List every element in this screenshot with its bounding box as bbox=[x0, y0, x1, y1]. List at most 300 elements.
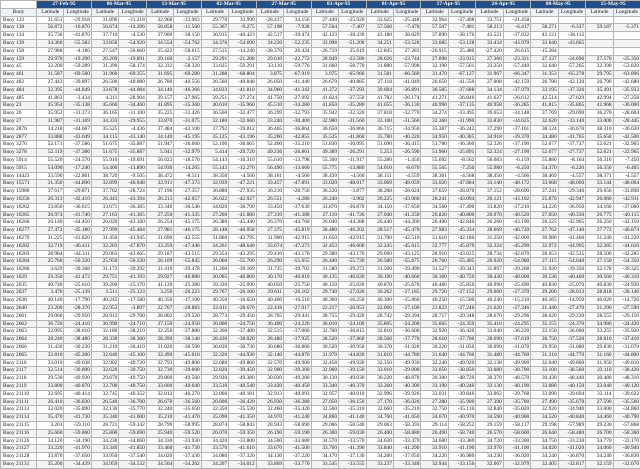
latitude-cell: -28.370 bbox=[256, 47, 283, 55]
latitude-cell: 32.972 bbox=[531, 242, 558, 250]
longitude-cell: -25.610 bbox=[64, 281, 91, 289]
buoy-label: Buoy 2664 bbox=[1, 336, 37, 344]
latitude-cell: 31.735 bbox=[256, 266, 283, 274]
buoy-label: Buoy 16277 bbox=[1, 227, 37, 235]
latitude-cell: 55.367 bbox=[201, 24, 228, 32]
longitude-cell: -36.360 bbox=[448, 141, 475, 149]
latitude-cell: 56.490 bbox=[256, 164, 283, 172]
longitude-cell: -22.965 bbox=[613, 149, 640, 157]
longitude-cell: -41.250 bbox=[393, 211, 420, 219]
longitude-cell: -42.180 bbox=[448, 234, 475, 242]
longitude-cell: -6.159 bbox=[503, 156, 530, 164]
longitude-cell: -51.200 bbox=[339, 39, 366, 47]
longitude-cell: -39.768 bbox=[503, 390, 530, 398]
longitude-cell: -16.650 bbox=[229, 297, 256, 305]
longitude-cell: -56.320 bbox=[64, 258, 91, 266]
longitude-cell: -40.270 bbox=[174, 390, 201, 398]
latitude-cell: 3.256 bbox=[146, 289, 173, 297]
longitude-cell: -36.220 bbox=[503, 328, 530, 336]
longitude-cell: -47.373 bbox=[174, 180, 201, 188]
latitude-cell: 30.980 bbox=[531, 234, 558, 242]
longitude-cell: -29.394 bbox=[393, 312, 420, 320]
longitude-cell: -35.138 bbox=[64, 102, 91, 110]
latitude-cell: 33.674 bbox=[256, 242, 283, 250]
buoy-label: Buoy 159 bbox=[1, 55, 37, 63]
table-row bbox=[1, 429, 640, 437]
latitude-cell: 29.795 bbox=[586, 71, 613, 79]
longitude-cell: -4.560 bbox=[339, 172, 366, 180]
table-row bbox=[1, 328, 640, 336]
latitude-cell: 34.160 bbox=[586, 203, 613, 211]
longitude-cell: -32.477 bbox=[229, 110, 256, 118]
table-row bbox=[1, 211, 640, 219]
latitude-cell: 41.750 bbox=[256, 94, 283, 102]
latitude-cell: 36.010 bbox=[311, 320, 338, 328]
table-row bbox=[1, 266, 640, 274]
longitude-cell: -40.385 bbox=[448, 133, 475, 141]
latitude-cell: 40.165 bbox=[531, 297, 558, 305]
longitude-cell: -40.220 bbox=[393, 133, 420, 141]
buoy-label: Buoy 15980 bbox=[1, 188, 37, 196]
table-row bbox=[1, 344, 640, 352]
latitude-cell: 34.220 bbox=[531, 203, 558, 211]
longitude-cell: -41.335 bbox=[174, 211, 201, 219]
longitude-cell: -35.770 bbox=[119, 406, 146, 414]
longitude-cell: -22.861 bbox=[64, 172, 91, 180]
longitude-cell: -55.405 bbox=[448, 258, 475, 266]
latitude-cell: 33.130 bbox=[476, 383, 503, 391]
table-row bbox=[1, 55, 640, 63]
latitude-cell: 30.480 bbox=[586, 375, 613, 383]
latitude-cell: 22.767 bbox=[146, 305, 173, 313]
table-row bbox=[1, 305, 640, 313]
longitude-cell: -16.250 bbox=[339, 297, 366, 305]
latitude-cell: 22.418 bbox=[256, 305, 283, 313]
longitude-cell: -41.726 bbox=[339, 211, 366, 219]
longitude-cell: -3.877 bbox=[339, 188, 366, 196]
longitude-cell: -27.190 bbox=[503, 149, 530, 157]
latitude-cell: 29.610 bbox=[256, 55, 283, 63]
latitude-cell: 5.253 bbox=[366, 149, 393, 157]
longitude-cell: -24.220 bbox=[284, 320, 311, 328]
longitude-cell: -25.350 bbox=[613, 55, 640, 63]
latitude-cell: 32.020 bbox=[37, 406, 64, 414]
longitude-cell: -4.560 bbox=[284, 172, 311, 180]
latitude-cell: 30.170 bbox=[256, 273, 283, 281]
longitude-cell: -41.193 bbox=[119, 273, 146, 281]
longitude-cell: -37.586 bbox=[64, 141, 91, 149]
longitude-cell: -49.750 bbox=[119, 375, 146, 383]
longitude-cell: -42.159 bbox=[503, 78, 530, 86]
latitude-cell: 31.225 bbox=[37, 234, 64, 242]
longitude-cell: -24.295 bbox=[503, 320, 530, 328]
longitude-cell: -40.810 bbox=[284, 273, 311, 281]
latitude-cell: 33.570 bbox=[201, 445, 228, 453]
latitude-cell: 28.330 bbox=[91, 336, 118, 344]
latitude-cell: 56.683 bbox=[476, 156, 503, 164]
latitude-cell: 32.680 bbox=[201, 359, 228, 367]
latitude-cell: 28.500 bbox=[586, 250, 613, 258]
longitude-header: Longitude bbox=[119, 8, 146, 16]
latitude-cell: 32.667 bbox=[476, 461, 503, 469]
latitude-cell: 40.350 bbox=[201, 297, 228, 305]
longitude-cell: -7.401 bbox=[448, 24, 475, 32]
longitude-cell: 26.424 bbox=[284, 47, 311, 55]
longitude-cell: -40.240 bbox=[448, 383, 475, 391]
longitude-cell: -63.896 bbox=[613, 71, 640, 79]
latitude-cell: 28.717 bbox=[421, 312, 448, 320]
longitude-cell: -40.860 bbox=[229, 273, 256, 281]
longitude-cell: -49.560 bbox=[174, 375, 201, 383]
longitude-cell: -36.000 bbox=[613, 102, 640, 110]
latitude-cell: 32.640 bbox=[531, 63, 558, 71]
latitude-cell: 28.620 bbox=[531, 312, 558, 320]
latitude-cell: 32.178 bbox=[586, 266, 613, 274]
latitude-cell: 32.996 bbox=[366, 390, 393, 398]
latitude-cell: 32.866 bbox=[201, 390, 228, 398]
latitude-cell: 29.600 bbox=[476, 289, 503, 297]
latitude-cell: 28.984 bbox=[37, 250, 64, 258]
latitude-cell: 29.198 bbox=[531, 422, 558, 430]
longitude-cell: -3.897 bbox=[119, 305, 146, 313]
latitude-cell: 37.659 bbox=[421, 188, 448, 196]
latitude-cell: 54.400 bbox=[91, 164, 118, 172]
table-row bbox=[1, 94, 640, 102]
longitude-cell: -39.478 bbox=[174, 266, 201, 274]
longitude-cell: -17.790 bbox=[64, 297, 91, 305]
latitude-cell: 27.570 bbox=[586, 55, 613, 63]
buoy-label: Buoy 14423 bbox=[1, 172, 37, 180]
latitude-cell: 34.959 bbox=[91, 461, 118, 469]
longitude-cell: -33.800 bbox=[229, 437, 256, 445]
table-row bbox=[1, 16, 640, 24]
latitude-cell: 36.210 bbox=[256, 188, 283, 196]
longitude-cell: -48.570 bbox=[503, 375, 530, 383]
longitude-cell: -42.840 bbox=[448, 219, 475, 227]
longitude-cell: -43.170 bbox=[284, 250, 311, 258]
longitude-cell: -29.700 bbox=[119, 312, 146, 320]
latitude-cell: 35.225 bbox=[146, 110, 173, 118]
latitude-cell: 37.196 bbox=[146, 188, 173, 196]
latitude-header: Latitude bbox=[146, 8, 173, 16]
latitude-cell: 40.140 bbox=[37, 297, 64, 305]
longitude-cell: -26.291 bbox=[339, 149, 366, 157]
longitude-cell: -43.394 bbox=[119, 195, 146, 203]
longitude-cell: -42.510 bbox=[393, 234, 420, 242]
latitude-cell: 32.777 bbox=[421, 242, 448, 250]
table-row bbox=[1, 219, 640, 227]
latitude-cell: 29.066 bbox=[37, 312, 64, 320]
latitude-cell: 26.930 bbox=[256, 398, 283, 406]
longitude-cell: -41.342 bbox=[284, 86, 311, 94]
table-row bbox=[1, 110, 640, 118]
buoy-label: Buoy 16266 bbox=[1, 219, 37, 227]
longitude-cell: -26.160 bbox=[229, 289, 256, 297]
longitude-cell: -35.865 bbox=[558, 102, 585, 110]
latitude-cell: 27.008 bbox=[476, 78, 503, 86]
longitude-cell: -39.926 bbox=[393, 390, 420, 398]
longitude-cell: -33.300 bbox=[503, 437, 530, 445]
longitude-cell: -24.696 bbox=[558, 55, 585, 63]
latitude-cell: -12.845 bbox=[366, 47, 393, 55]
latitude-cell: 29.770 bbox=[201, 16, 228, 24]
latitude-cell: 26.060 bbox=[201, 258, 228, 266]
latitude-cell: 37.716 bbox=[91, 32, 118, 40]
longitude-cell: -44.760 bbox=[284, 219, 311, 227]
latitude-cell: 26.974 bbox=[37, 211, 64, 219]
latitude-cell: 26.780 bbox=[146, 78, 173, 86]
longitude-cell: -43.160 bbox=[119, 219, 146, 227]
latitude-cell: 34.240 bbox=[531, 453, 558, 461]
longitude-cell: -42.680 bbox=[613, 78, 640, 86]
longitude-cell: 25.480 bbox=[448, 47, 475, 55]
longitude-cell: -39.750 bbox=[119, 367, 146, 375]
latitude-cell: 31.250 bbox=[476, 234, 503, 242]
table-row bbox=[1, 320, 640, 328]
longitude-cell: -29.955 bbox=[119, 117, 146, 125]
longitude-cell: -9.275 bbox=[229, 24, 256, 32]
latitude-cell: 34.970 bbox=[256, 414, 283, 422]
longitude-cell: -27.026 bbox=[339, 289, 366, 297]
longitude-cell: -2.157 bbox=[174, 55, 201, 63]
latitude-cell: 38.161 bbox=[256, 172, 283, 180]
longitude-cell: -45.100 bbox=[119, 351, 146, 359]
latitude-cell: 35.387 bbox=[421, 125, 448, 133]
longitude-cell: -30.410 bbox=[119, 344, 146, 352]
latitude-cell: 33.040 bbox=[476, 328, 503, 336]
latitude-cell: 55.143 bbox=[201, 164, 228, 172]
latitude-cell: 32.902 bbox=[91, 359, 118, 367]
longitude-cell: -45.440 bbox=[229, 219, 256, 227]
latitude-cell bbox=[531, 16, 558, 24]
latitude-cell: 36.165 bbox=[91, 110, 118, 118]
longitude-cell: -13.890 bbox=[119, 164, 146, 172]
longitude-cell: -39.268 bbox=[503, 266, 530, 274]
latitude-cell: 49.236 bbox=[256, 149, 283, 157]
latitude-cell: 34.130 bbox=[256, 453, 283, 461]
latitude-cell: 32.514 bbox=[37, 367, 64, 375]
longitude-cell: -36.150 bbox=[339, 398, 366, 406]
longitude-cell: -65.278 bbox=[558, 71, 585, 79]
latitude-cell: 38.720 bbox=[91, 172, 118, 180]
latitude-cell: 41.968 bbox=[586, 102, 613, 110]
latitude-cell: 26.540 bbox=[91, 398, 118, 406]
longitude-header: Longitude bbox=[339, 8, 366, 16]
latitude-cell: 32.730 bbox=[146, 367, 173, 375]
longitude-cell: -29.441 bbox=[284, 312, 311, 320]
latitude-cell: 26.790 bbox=[586, 78, 613, 86]
longitude-cell: -29.918 bbox=[64, 16, 91, 24]
longitude-cell: -38.560 bbox=[558, 367, 585, 375]
longitude-cell: -15.210 bbox=[503, 297, 530, 305]
longitude-cell: -29.520 bbox=[174, 312, 201, 320]
longitude-cell: -36.060 bbox=[558, 328, 585, 336]
latitude-cell: 35.942 bbox=[311, 110, 338, 118]
longitude-cell: -37.979 bbox=[503, 86, 530, 94]
longitude-cell: -58.360 bbox=[613, 429, 640, 437]
longitude-cell: -53.520 bbox=[393, 39, 420, 47]
latitude-cell: 27.472 bbox=[37, 227, 64, 235]
longitude-cell: -38.850 bbox=[448, 367, 475, 375]
longitude-cell: -32.670 bbox=[613, 461, 640, 469]
latitude-cell: 27.981 bbox=[146, 227, 173, 235]
longitude-cell: -58.480 bbox=[558, 429, 585, 437]
longitude-cell: -41.970 bbox=[64, 445, 91, 453]
longitude-cell: -41.810 bbox=[229, 86, 256, 94]
longitude-cell: -37.520 bbox=[558, 336, 585, 344]
longitude-cell: -42.795 bbox=[229, 234, 256, 242]
longitude-cell: -39.370 bbox=[503, 133, 530, 141]
latitude-cell: 33.830 bbox=[476, 117, 503, 125]
longitude-cell: -36.660 bbox=[174, 141, 201, 149]
latitude-cell: 33.010 bbox=[366, 367, 393, 375]
longitude-cell: -40.300 bbox=[393, 383, 420, 391]
latitude-cell: 26.551 bbox=[256, 195, 283, 203]
longitude-cell: -31.560 bbox=[339, 117, 366, 125]
table-row bbox=[1, 71, 640, 79]
longitude-cell: -36.385 bbox=[119, 203, 146, 211]
longitude-cell: -39.368 bbox=[64, 266, 91, 274]
longitude-cell: -33.570 bbox=[339, 437, 366, 445]
longitude-cell: -12.270 bbox=[229, 164, 256, 172]
latitude-cell: 36.585 bbox=[421, 86, 448, 94]
longitude-cell: -54.762 bbox=[174, 39, 201, 47]
longitude-cell: -41.390 bbox=[339, 445, 366, 453]
latitude-header: Latitude bbox=[256, 8, 283, 16]
latitude-cell: 26.380 bbox=[201, 219, 228, 227]
longitude-cell: -58.995 bbox=[174, 422, 201, 430]
longitude-cell: -41.190 bbox=[448, 445, 475, 453]
latitude-cell: 32.159 bbox=[586, 461, 613, 469]
latitude-cell: 34.218 bbox=[37, 125, 64, 133]
latitude-cell: 31.310 bbox=[531, 351, 558, 359]
longitude-cell: -55.655 bbox=[284, 258, 311, 266]
longitude-cell: -31.373 bbox=[64, 110, 91, 118]
latitude-cell: 37.792 bbox=[201, 125, 228, 133]
buoy-label: Buoy 2118 bbox=[1, 375, 37, 383]
longitude-cell: -34.532 bbox=[119, 461, 146, 469]
longitude-cell: -36.864 bbox=[284, 125, 311, 133]
longitude-cell: -47.870 bbox=[119, 242, 146, 250]
latitude-cell: 29.114 bbox=[421, 422, 448, 430]
latitude-cell: 34.080 bbox=[201, 453, 228, 461]
longitude-cell: -47.140 bbox=[558, 227, 585, 235]
longitude-cell: -35.900 bbox=[448, 398, 475, 406]
longitude-cell: -43.170 bbox=[339, 250, 366, 258]
longitude-cell: -42.150 bbox=[613, 219, 640, 227]
longitude-cell: -42.060 bbox=[503, 234, 530, 242]
latitude-cell: 52.460 bbox=[256, 141, 283, 149]
buoy-label: Buoy 2640 bbox=[1, 305, 37, 313]
table-row bbox=[1, 133, 640, 141]
longitude-cell: -44.760 bbox=[448, 351, 475, 359]
latitude-cell: 34.820 bbox=[201, 203, 228, 211]
longitude-cell: -46.175 bbox=[174, 227, 201, 235]
latitude-cell: 33.998 bbox=[311, 39, 338, 47]
latitude-cell: 26.650 bbox=[421, 78, 448, 86]
longitude-cell: -48.720 bbox=[448, 375, 475, 383]
longitude-cell: -39.490 bbox=[393, 266, 420, 274]
latitude-cell: 26.760 bbox=[421, 258, 448, 266]
latitude-cell: 33.420 bbox=[256, 383, 283, 391]
table-row bbox=[1, 312, 640, 320]
table-row bbox=[1, 32, 640, 40]
longitude-cell: -7.928 bbox=[284, 24, 311, 32]
longitude-cell: -23.744 bbox=[393, 55, 420, 63]
longitude-cell: -36.870 bbox=[339, 203, 366, 211]
longitude-cell: -25.070 bbox=[558, 281, 585, 289]
longitude-cell: -41.290 bbox=[393, 445, 420, 453]
longitude-cell: -9.505 bbox=[119, 172, 146, 180]
longitude-cell: -33.470 bbox=[393, 437, 420, 445]
latitude-cell: 41.850 bbox=[311, 102, 338, 110]
longitude-cell: -46.720 bbox=[503, 227, 530, 235]
latitude-cell: 26.225 bbox=[366, 195, 393, 203]
latitude-cell: 40.350 bbox=[146, 297, 173, 305]
longitude-cell: -41.440 bbox=[284, 78, 311, 86]
latitude-cell: 27.110 bbox=[311, 211, 338, 219]
longitude-cell: 25.619 bbox=[339, 47, 366, 55]
latitude-cell: 32.395 bbox=[37, 86, 64, 94]
longitude-cell: -35.210 bbox=[284, 141, 311, 149]
longitude-cell: -58.393 bbox=[393, 422, 420, 430]
latitude-cell: 32.944 bbox=[421, 461, 448, 469]
longitude-cell: -55.582 bbox=[64, 39, 91, 47]
latitude-cell: 34.140 bbox=[146, 133, 173, 141]
longitude-cell: -37.737 bbox=[558, 141, 585, 149]
longitude-cell: -27.737 bbox=[558, 149, 585, 157]
longitude-cell: -36.020 bbox=[393, 398, 420, 406]
longitude-cell: -37.650 bbox=[393, 203, 420, 211]
latitude-cell: 30.360 bbox=[421, 273, 448, 281]
latitude-cell: 4.211 bbox=[91, 94, 118, 102]
latitude-cell: 28.520 bbox=[311, 336, 338, 344]
longitude-cell: -28.690 bbox=[503, 188, 530, 196]
longitude-cell: -42.870 bbox=[503, 250, 530, 258]
longitude-cell: 33.990 bbox=[229, 16, 256, 24]
latitude-cell: 33.144 bbox=[586, 180, 613, 188]
longitude-cell: -40.870 bbox=[64, 383, 91, 391]
date-header: 06-Mar-95 bbox=[91, 1, 146, 9]
latitude-cell: 29.200 bbox=[531, 289, 558, 297]
latitude-cell: 34.670 bbox=[421, 414, 448, 422]
latitude-cell: 55.775 bbox=[311, 164, 338, 172]
buoy-label: Buoy 45 bbox=[1, 63, 37, 71]
latitude-cell: 34.060 bbox=[586, 445, 613, 453]
latitude-cell: 33.869 bbox=[256, 461, 283, 469]
longitude-cell: -39.812 bbox=[229, 125, 256, 133]
longitude-cell: -11.917 bbox=[339, 156, 366, 164]
latitude-cell: 31.640 bbox=[421, 351, 448, 359]
longitude-cell: -37.060 bbox=[613, 203, 640, 211]
latitude-cell: 35.470 bbox=[37, 414, 64, 422]
latitude-cell: 31.920 bbox=[531, 266, 558, 274]
latitude-cell: 30.680 bbox=[256, 344, 283, 352]
longitude-cell: -33.555 bbox=[339, 461, 366, 469]
latitude-cell: 28.148 bbox=[201, 227, 228, 235]
date-header: 02-Mar-95 bbox=[201, 1, 256, 9]
longitude-cell: -40.080 bbox=[119, 78, 146, 86]
latitude-cell: 34.360 bbox=[37, 39, 64, 47]
longitude-cell: -38.020 bbox=[229, 336, 256, 344]
latitude-cell: 33.970 bbox=[476, 445, 503, 453]
longitude-cell: -38.610 bbox=[64, 328, 91, 336]
latitude-cell: 25.800 bbox=[91, 429, 118, 437]
latitude-cell: 36.650 bbox=[311, 125, 338, 133]
latitude-cell: 26.254 bbox=[146, 219, 173, 227]
latitude-cell: 40.020 bbox=[586, 297, 613, 305]
longitude-cell: -41.740 bbox=[64, 211, 91, 219]
